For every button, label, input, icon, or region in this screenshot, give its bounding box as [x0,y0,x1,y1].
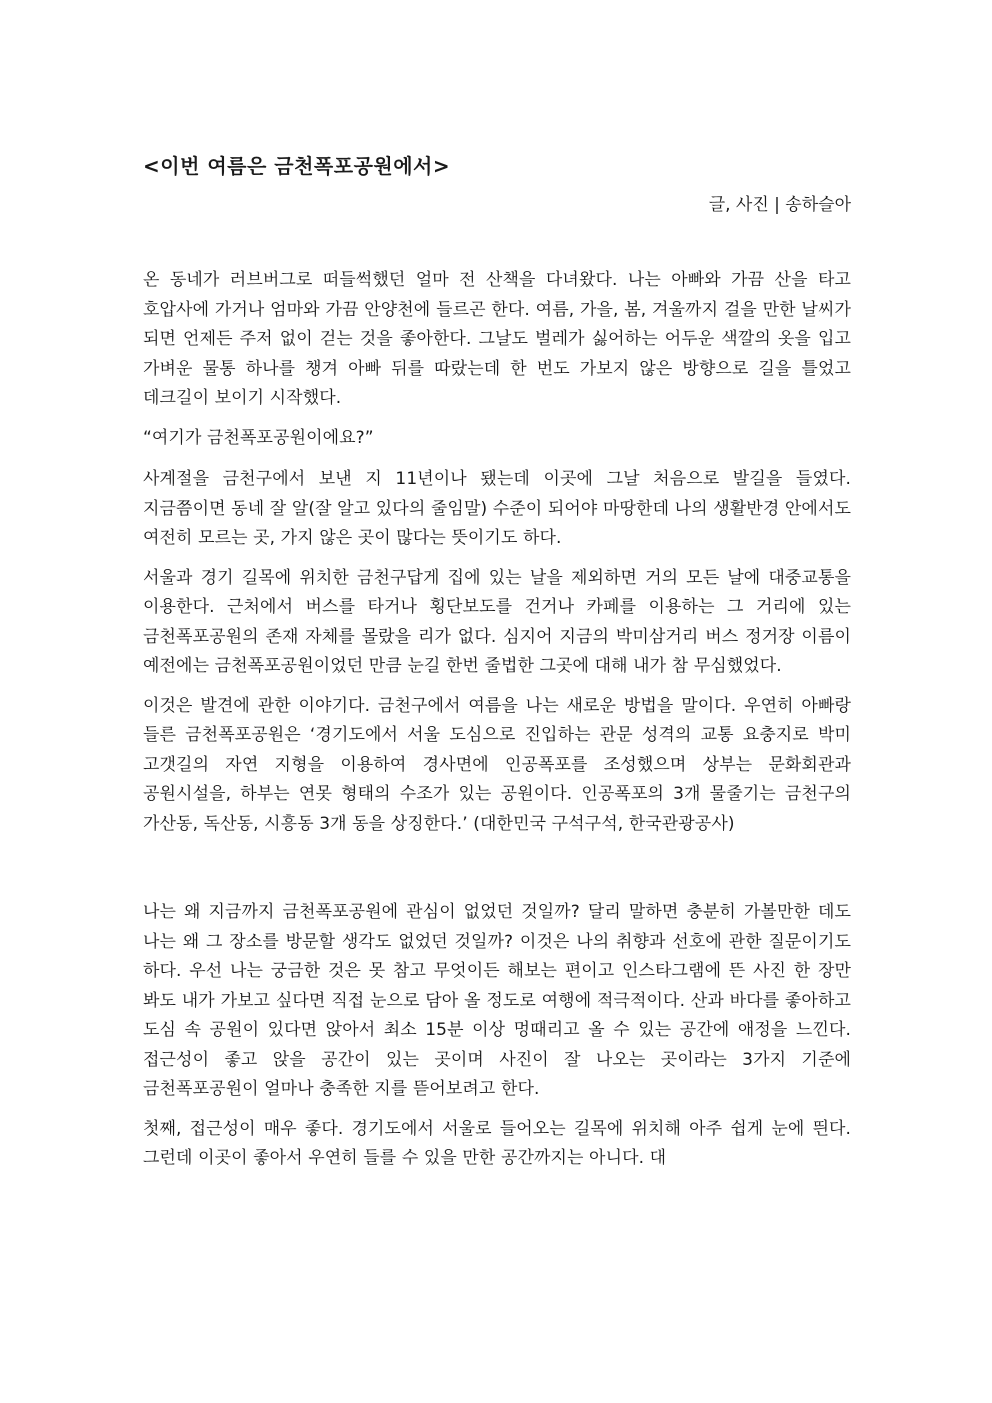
paragraph-intro: 온 동네가 러브버그로 떠들썩했던 얼마 전 산책을 다녀왔다. 나는 아빠와 가끔 산을 타고 호압사에 가거나 엄마와 가끔 안양천에 들르곤 한다. 여름, 가을, 봄, 겨울까지 걸을 만한 날씨가 되면 언제든 주저 없이 걷는 것을 좋아한다. 그날도 벌레가 싫어하는 어두운 색깔의 옷을 입고 가벼운 물통 하나를 챙겨 아빠 뒤를 따랐는데 한 번도 가보지 않은 방향으로 길을 틀었고 데크길이 보이기 시작했다. [143,270,851,408]
document-title: <이번 여름은 금천폭포공원에서> [143,154,451,178]
paragraph-eleven-years: 사계절을 금천구에서 보낸 지 11년이나 됐는데 이곳에 그날 처음으로 발길을 들였다. 지금쯤이면 동네 잘 알(잘 알고 있다의 줄임말) 수준이 되어야 마땅한데 나의 생활반경 안에서도 여전히 모르는 곳, 가지 않은 곳이 많다는 뜻이기도 하다. [143,469,851,548]
article-body [143,266,851,1174]
byline: 글, 사진 | 송하슬아 [708,195,851,215]
paragraph-accessibility: 첫째, 접근성이 매우 좋다. 경기도에서 서울로 들어오는 길목에 위치해 아주 쉽게 눈에 띈다. 그런데 이곳이 좋아서 우연히 들를 수 있을 만한 공간까지는 아니다. 대 [143,1118,851,1168]
section-spacer [143,849,851,898]
paragraph-public-transport: 서울과 경기 길목에 위치한 금천구답게 집에 있는 날을 제외하면 거의 모든 날에 대중교통을 이용한다. 근처에서 버스를 타거나 횡단보도를 건거나 카페를 이용하는 그 거리에 있는 금천폭포공원의 존재 자체를 몰랐을 리가 없다. 심지어 지금의 박미삼거리 버스 정거장 이름이 예전에는 금천폭포공원이었던 만큼 눈길 한번 줄법한 그곳에 대해 내가 참 무심했었다. [143,567,851,676]
document-page [143,150,851,1184]
paragraph-preferences: 나는 왜 지금까지 금천폭포공원에 관심이 없었던 것일까? 달리 말하면 충분히 가볼만한 데도 나는 왜 그 장소를 방문할 생각도 없었던 것일까? 이것은 나의 취향과 선호에 관한 질문이기도 하다. 우선 나는 궁금한 것은 못 참고 무엇이든 해보는 편이고 인스타그램에 뜬 사진 한 장만 봐도 내가 가보고 싶다면 직접 눈으로 담아 올 정도로 여행에 적극적이다. 산과 바다를 좋아하고 도심 속 공원이 있다면 앉아서 최소 15분 이상 멍때리고 올 수 있는 공간에 애정을 느낀다. 접근성이 좋고 앉을 공간이 있는 곳이며 사진이 잘 나오는 곳이라는 3가지 기준에 금천폭포공원이 얼마나 충족한 지를 뜯어보려고 한다. [143,902,851,1099]
paragraph-discovery: 이것은 발견에 관한 이야기다. 금천구에서 여름을 나는 새로운 방법을 말이다. 우연히 아빠랑 들른 금천폭포공원은 ‘경기도에서 서울 도심으로 진입하는 관문 성격의 교통 요충지로 박미 고갯길의 자연 지형을 이용하여 경사면에 인공폭포를 조성했으며 상부는 문화회관과 공원시설을, 하부는 연못 형태의 수조가 있는 공원이다. 인공폭포의 3개 물줄기는 금천구의 가산동, 독산동, 시흥동 3개 동을 상징한다.’ (대한민국 구석구석, 한국관광공사) [143,695,851,834]
paragraph-quote: “여기가 금천폭포공원이에요?” [143,427,374,448]
